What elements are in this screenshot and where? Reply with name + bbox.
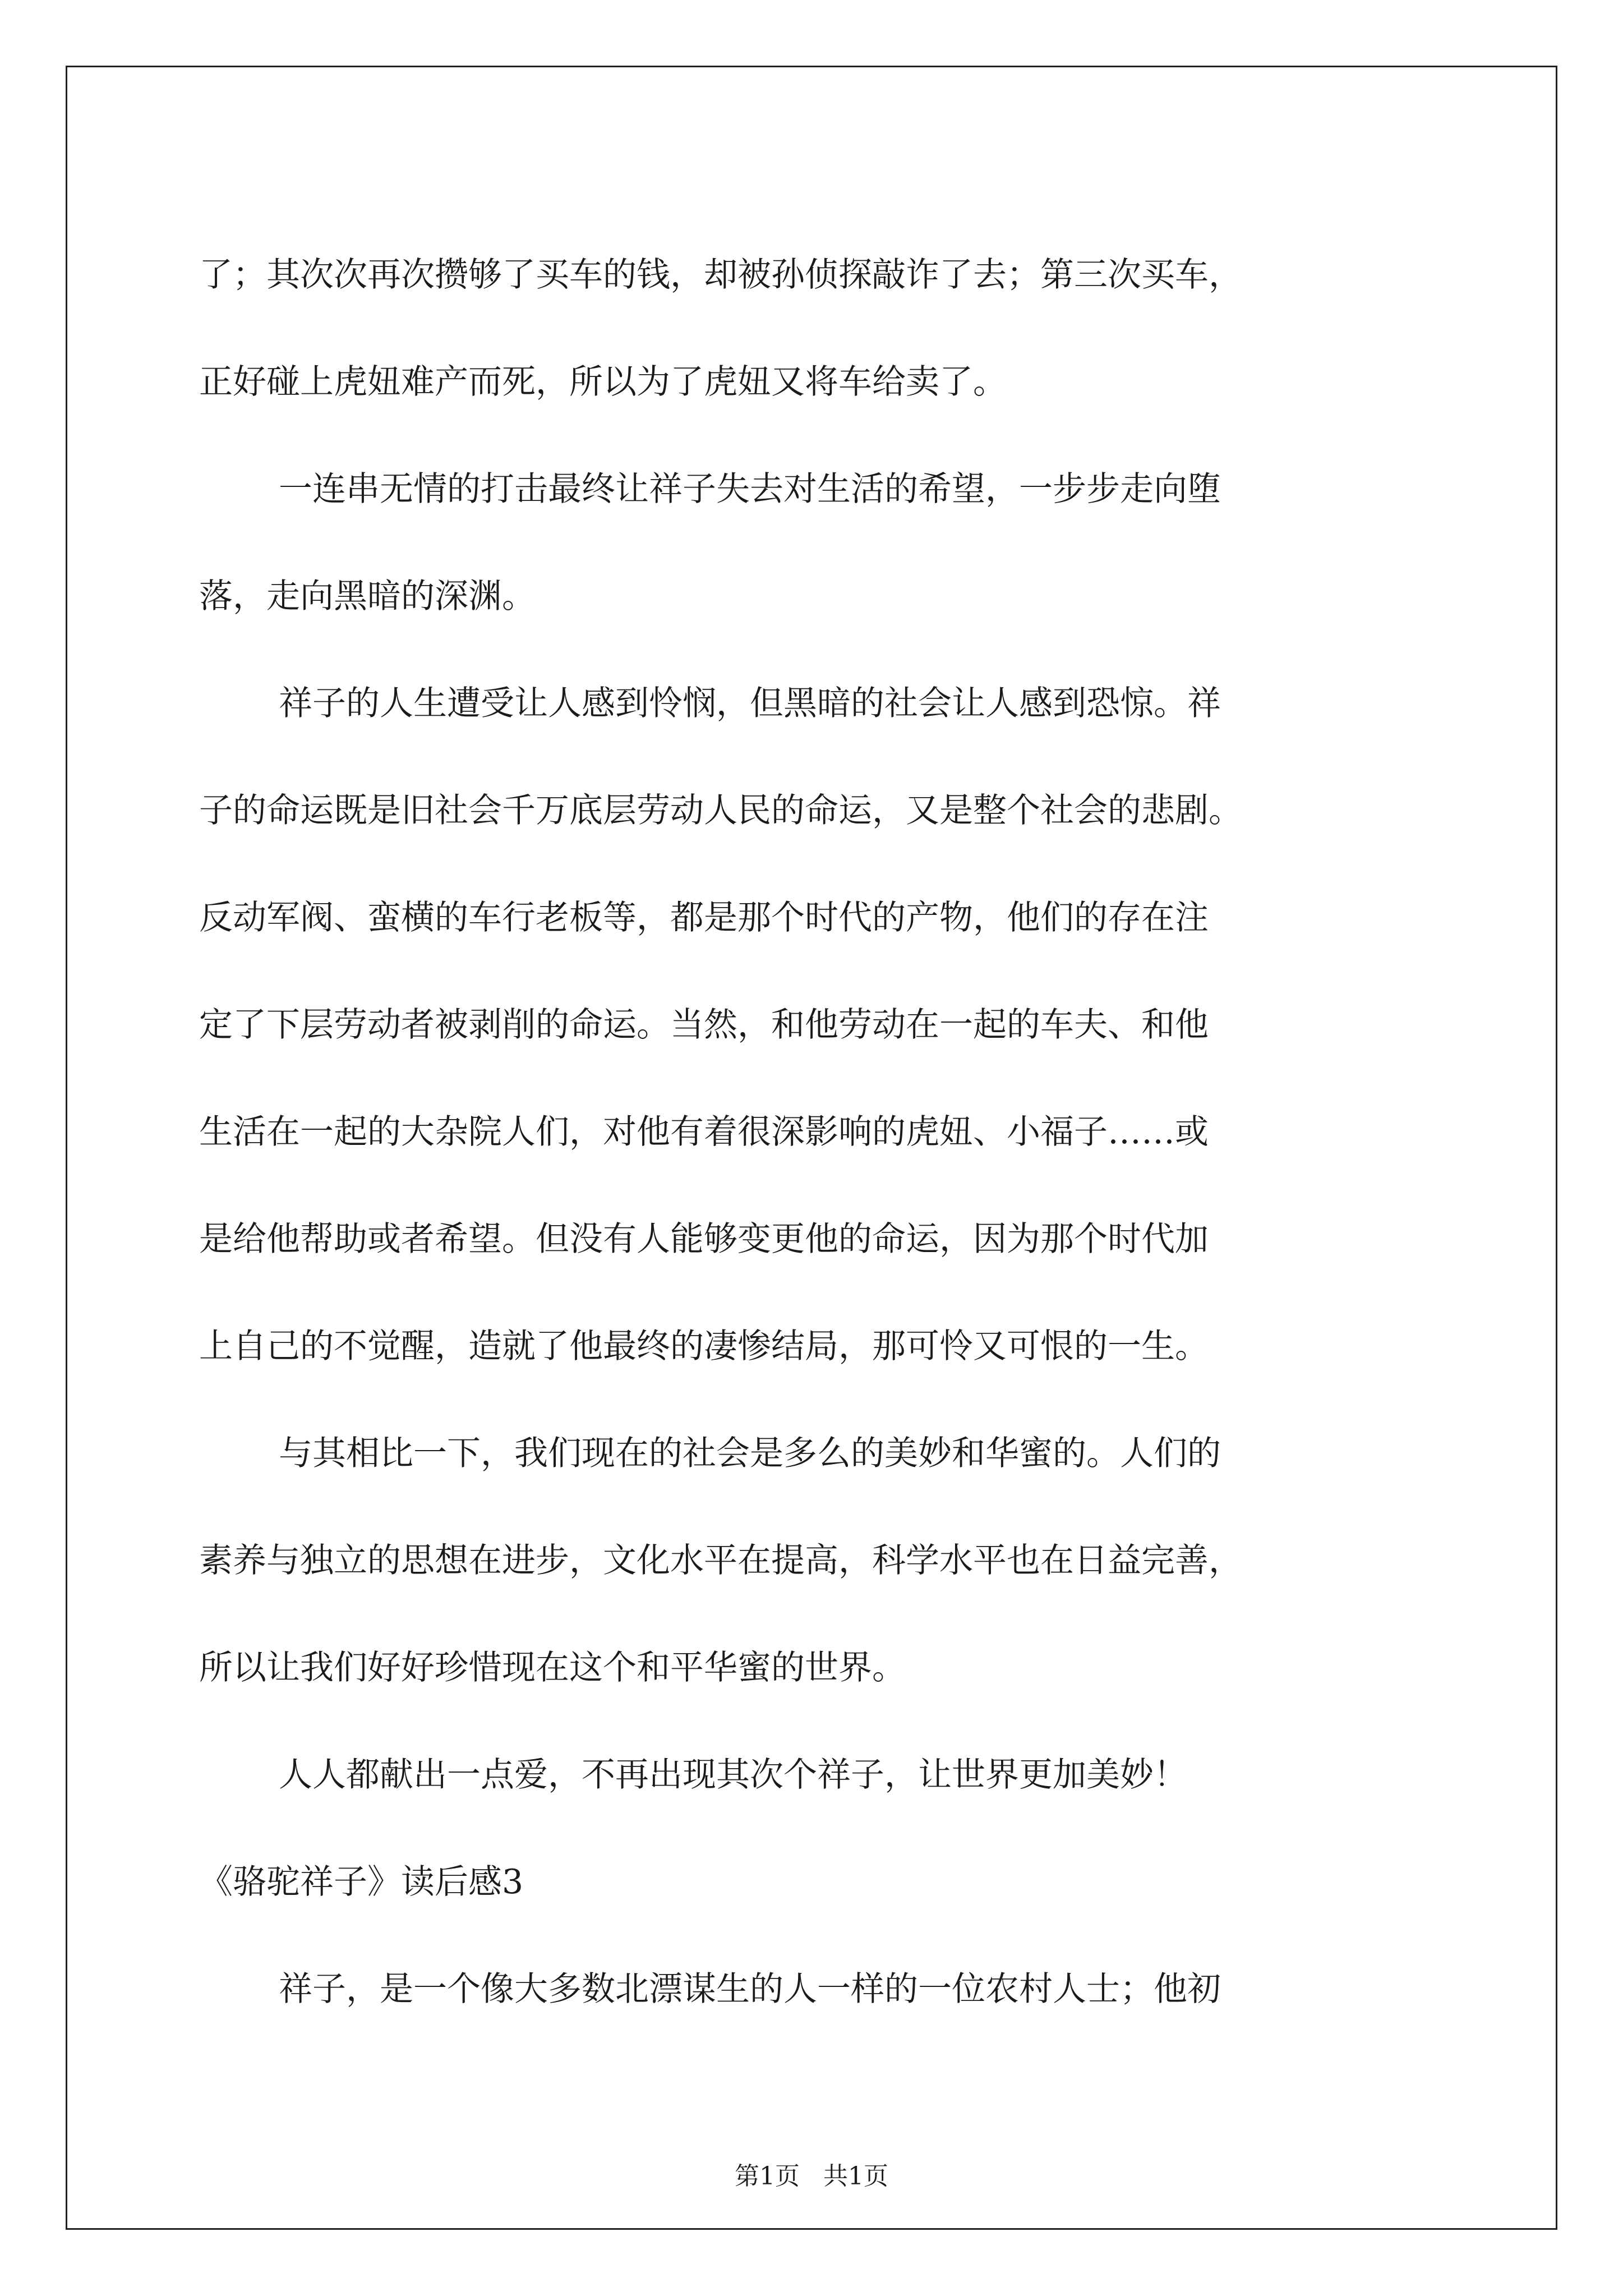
text-line: 了；其次次再次攒够了买车的钱，却被孙侦探敲诈了去；第三次买车，: [199, 255, 1242, 295]
text-line: 子的命运既是旧社会千万底层劳动人民的命运，又是整个社会的悲剧。: [199, 791, 1242, 830]
text-line: 落，走向黑暗的深渊。: [199, 577, 536, 616]
page-total: 共1页: [823, 2162, 888, 2191]
page-footer: [0, 2160, 1623, 2193]
page-number: 第1页: [735, 2162, 800, 2191]
text-line: 定了下层劳动者被剥削的命运。当然，和他劳动在一起的车夫、和他: [199, 1005, 1209, 1045]
text-line: 生活在一起的大杂院人们，对他有着很深影响的虎妞、小福子……或: [199, 1112, 1209, 1152]
text-line: 素养与独立的思想在进步，文化水平在提高，科学水平也在日益完善，: [199, 1541, 1242, 1580]
text-line: 反动军阀、蛮横的车行老板等，都是那个时代的产物，他们的存在注: [199, 898, 1209, 937]
text-line: 上自己的不觉醒，造就了他最终的凄惨结局，那可怜又可恨的一生。: [199, 1327, 1209, 1366]
text-line: 所以让我们好好珍惜现在这个和平华蜜的世界。: [199, 1648, 906, 1687]
paragraph-start-line: 与其相比一下，我们现在的社会是多么的美妙和华蜜的。人们的: [279, 1434, 1221, 1473]
paragraph-start-line: 祥子，是一个像大多数北漂谋生的人一样的一位农村人士；他初: [279, 1970, 1221, 2009]
text-line: 是给他帮助或者希望。但没有人能够变更他的命运，因为那个时代加: [199, 1220, 1209, 1259]
paragraph-start-line: 一连串无情的打击最终让祥子失去对生活的希望，一步步走向堕: [279, 470, 1221, 509]
section-heading: 《骆驼祥子》读后感3: [199, 1862, 524, 1902]
document-body: [199, 222, 1433, 2043]
text-line: 正好碰上虎妞难产而死，所以为了虎妞又将车给卖了。: [199, 362, 1007, 402]
paragraph-start-line: 祥子的人生遭受让人感到怜悯，但黑暗的社会让人感到恐惊。祥: [279, 684, 1221, 723]
paragraph-start-line: 人人都献出一点爱，不再出现其次个祥子，让世界更加美妙！: [279, 1755, 1187, 1795]
